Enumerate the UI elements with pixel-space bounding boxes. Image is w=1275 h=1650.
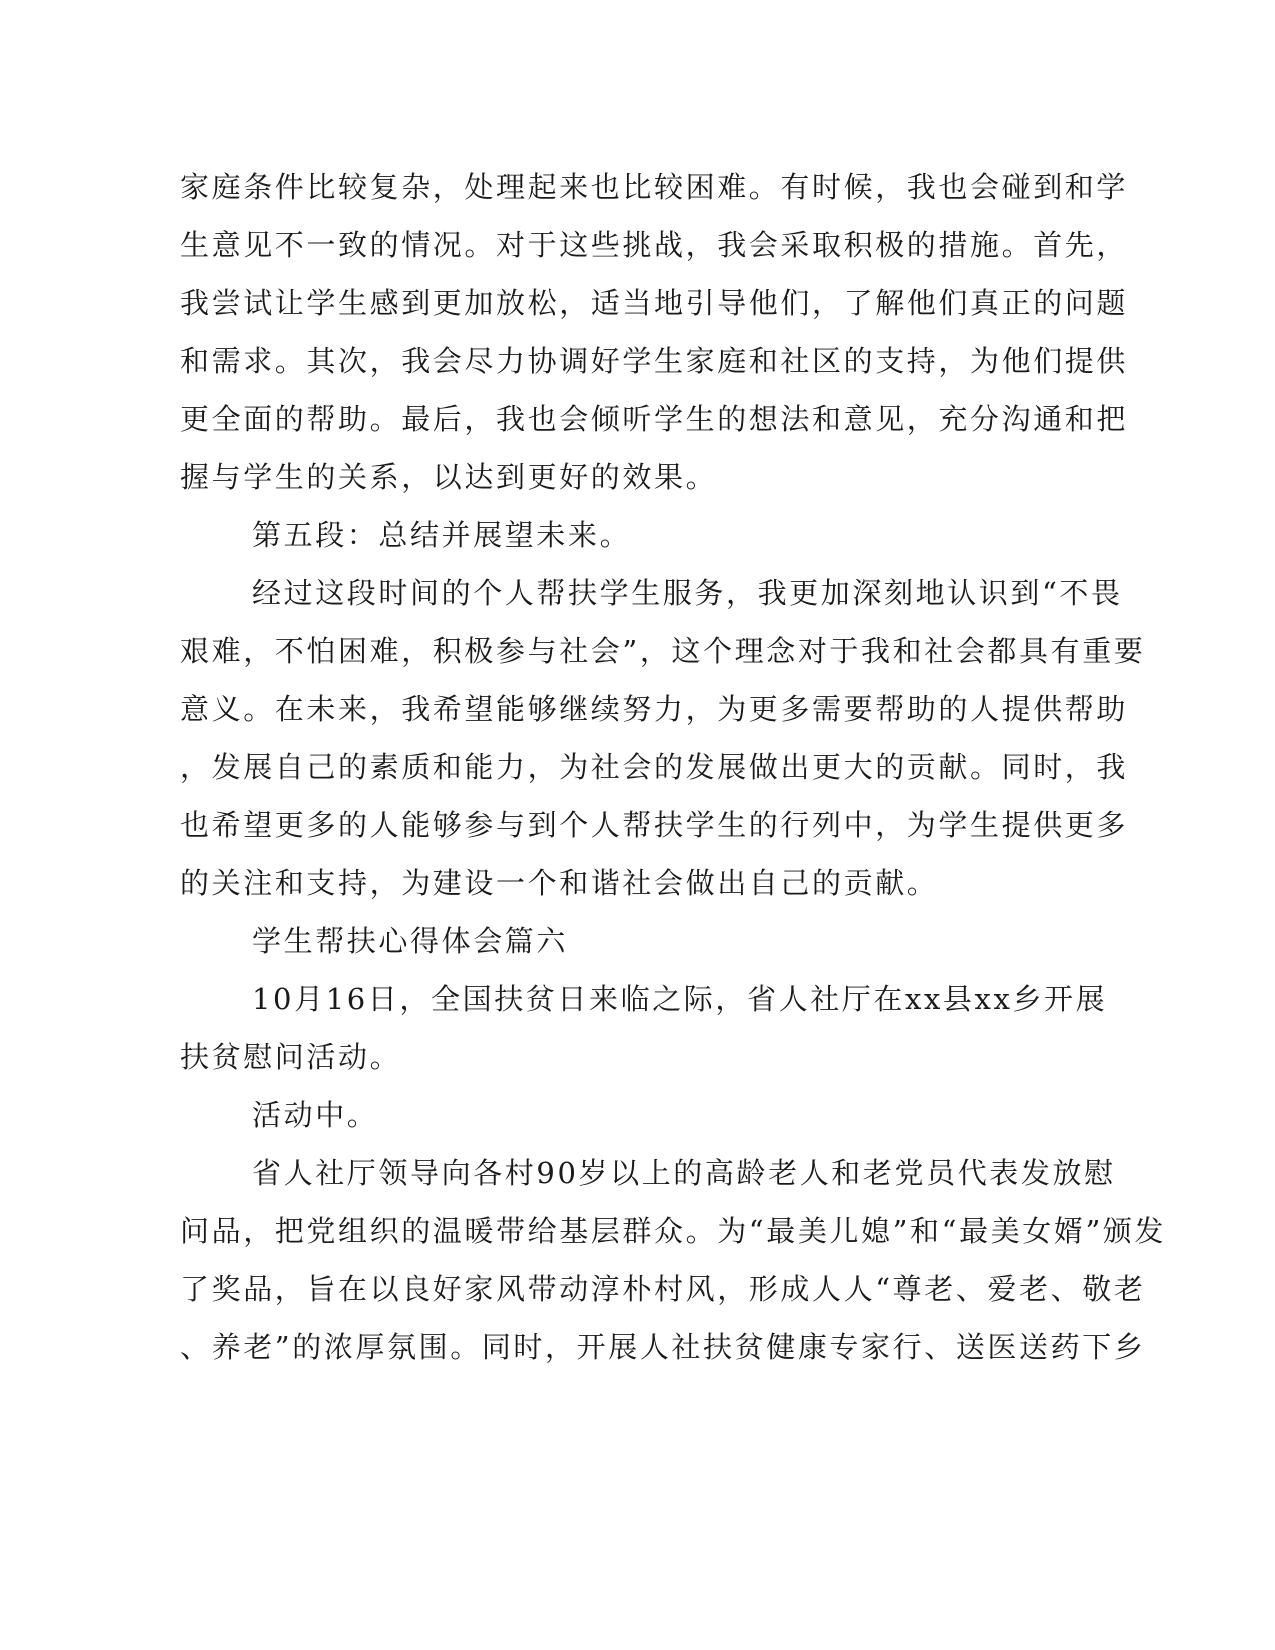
text-line: 扶贫慰问活动。 [180, 1040, 402, 1074]
text-line: 艰难，不怕困难，积极参与社会”，这个理念对于我和社会都具有重要 [180, 634, 1146, 668]
text-line: 问品，把党组织的温暖带给基层群众。为“最美儿媳”和“最美女婿”颁发 [180, 1214, 1167, 1248]
text-line: 意义。在未来，我希望能够继续努力，为更多需要帮助的人提供帮助 [180, 692, 1129, 726]
text-line: 经过这段时间的个人帮扶学生服务，我更加深刻地认识到“不畏 [252, 576, 1123, 610]
text-line: 10月16日，全国扶贫日来临之际，省人社厅在xx县xx乡开展 [252, 982, 1108, 1016]
text-line: 活动中。 [252, 1098, 379, 1132]
text-line: 也希望更多的人能够参与到个人帮扶学生的行列中，为学生提供更多 [180, 808, 1129, 842]
text-line: 、养老”的浓厚氛围。同时，开展人社扶贫健康专家行、送医送药下乡 [180, 1330, 1146, 1364]
article-title: 学生帮扶心得体会篇六 [252, 924, 569, 958]
text-line: 家庭条件比较复杂，处理起来也比较困难。有时候，我也会碰到和学 [180, 170, 1129, 204]
text-line: 了奖品，旨在以良好家风带动淳朴村风，形成人人“尊老、爱老、敬老 [180, 1272, 1146, 1306]
text-line: 省人社厅领导向各村90岁以上的高龄老人和老党员代表发放慰 [252, 1156, 1116, 1190]
text-line: ，发展自己的素质和能力，为社会的发展做出更大的贡献。同时，我 [180, 750, 1129, 784]
section-heading: 第五段：总结并展望未来。 [252, 518, 632, 552]
text-line: 和需求。其次，我会尽力协调好学生家庭和社区的支持，为他们提供 [180, 344, 1129, 378]
body-text [180, 158, 1167, 1376]
text-line: 握与学生的关系，以达到更好的效果。 [180, 460, 718, 494]
text-line: 生意见不一致的情况。对于这些挑战，我会采取积极的措施。首先， [180, 228, 1129, 262]
text-line: 的关注和支持，为建设一个和谐社会做出自己的贡献。 [180, 866, 939, 900]
text-line: 我尝试让学生感到更加放松，适当地引导他们，了解他们真正的问题 [180, 286, 1129, 320]
text-line: 更全面的帮助。最后，我也会倾听学生的想法和意见，充分沟通和把 [180, 402, 1129, 436]
